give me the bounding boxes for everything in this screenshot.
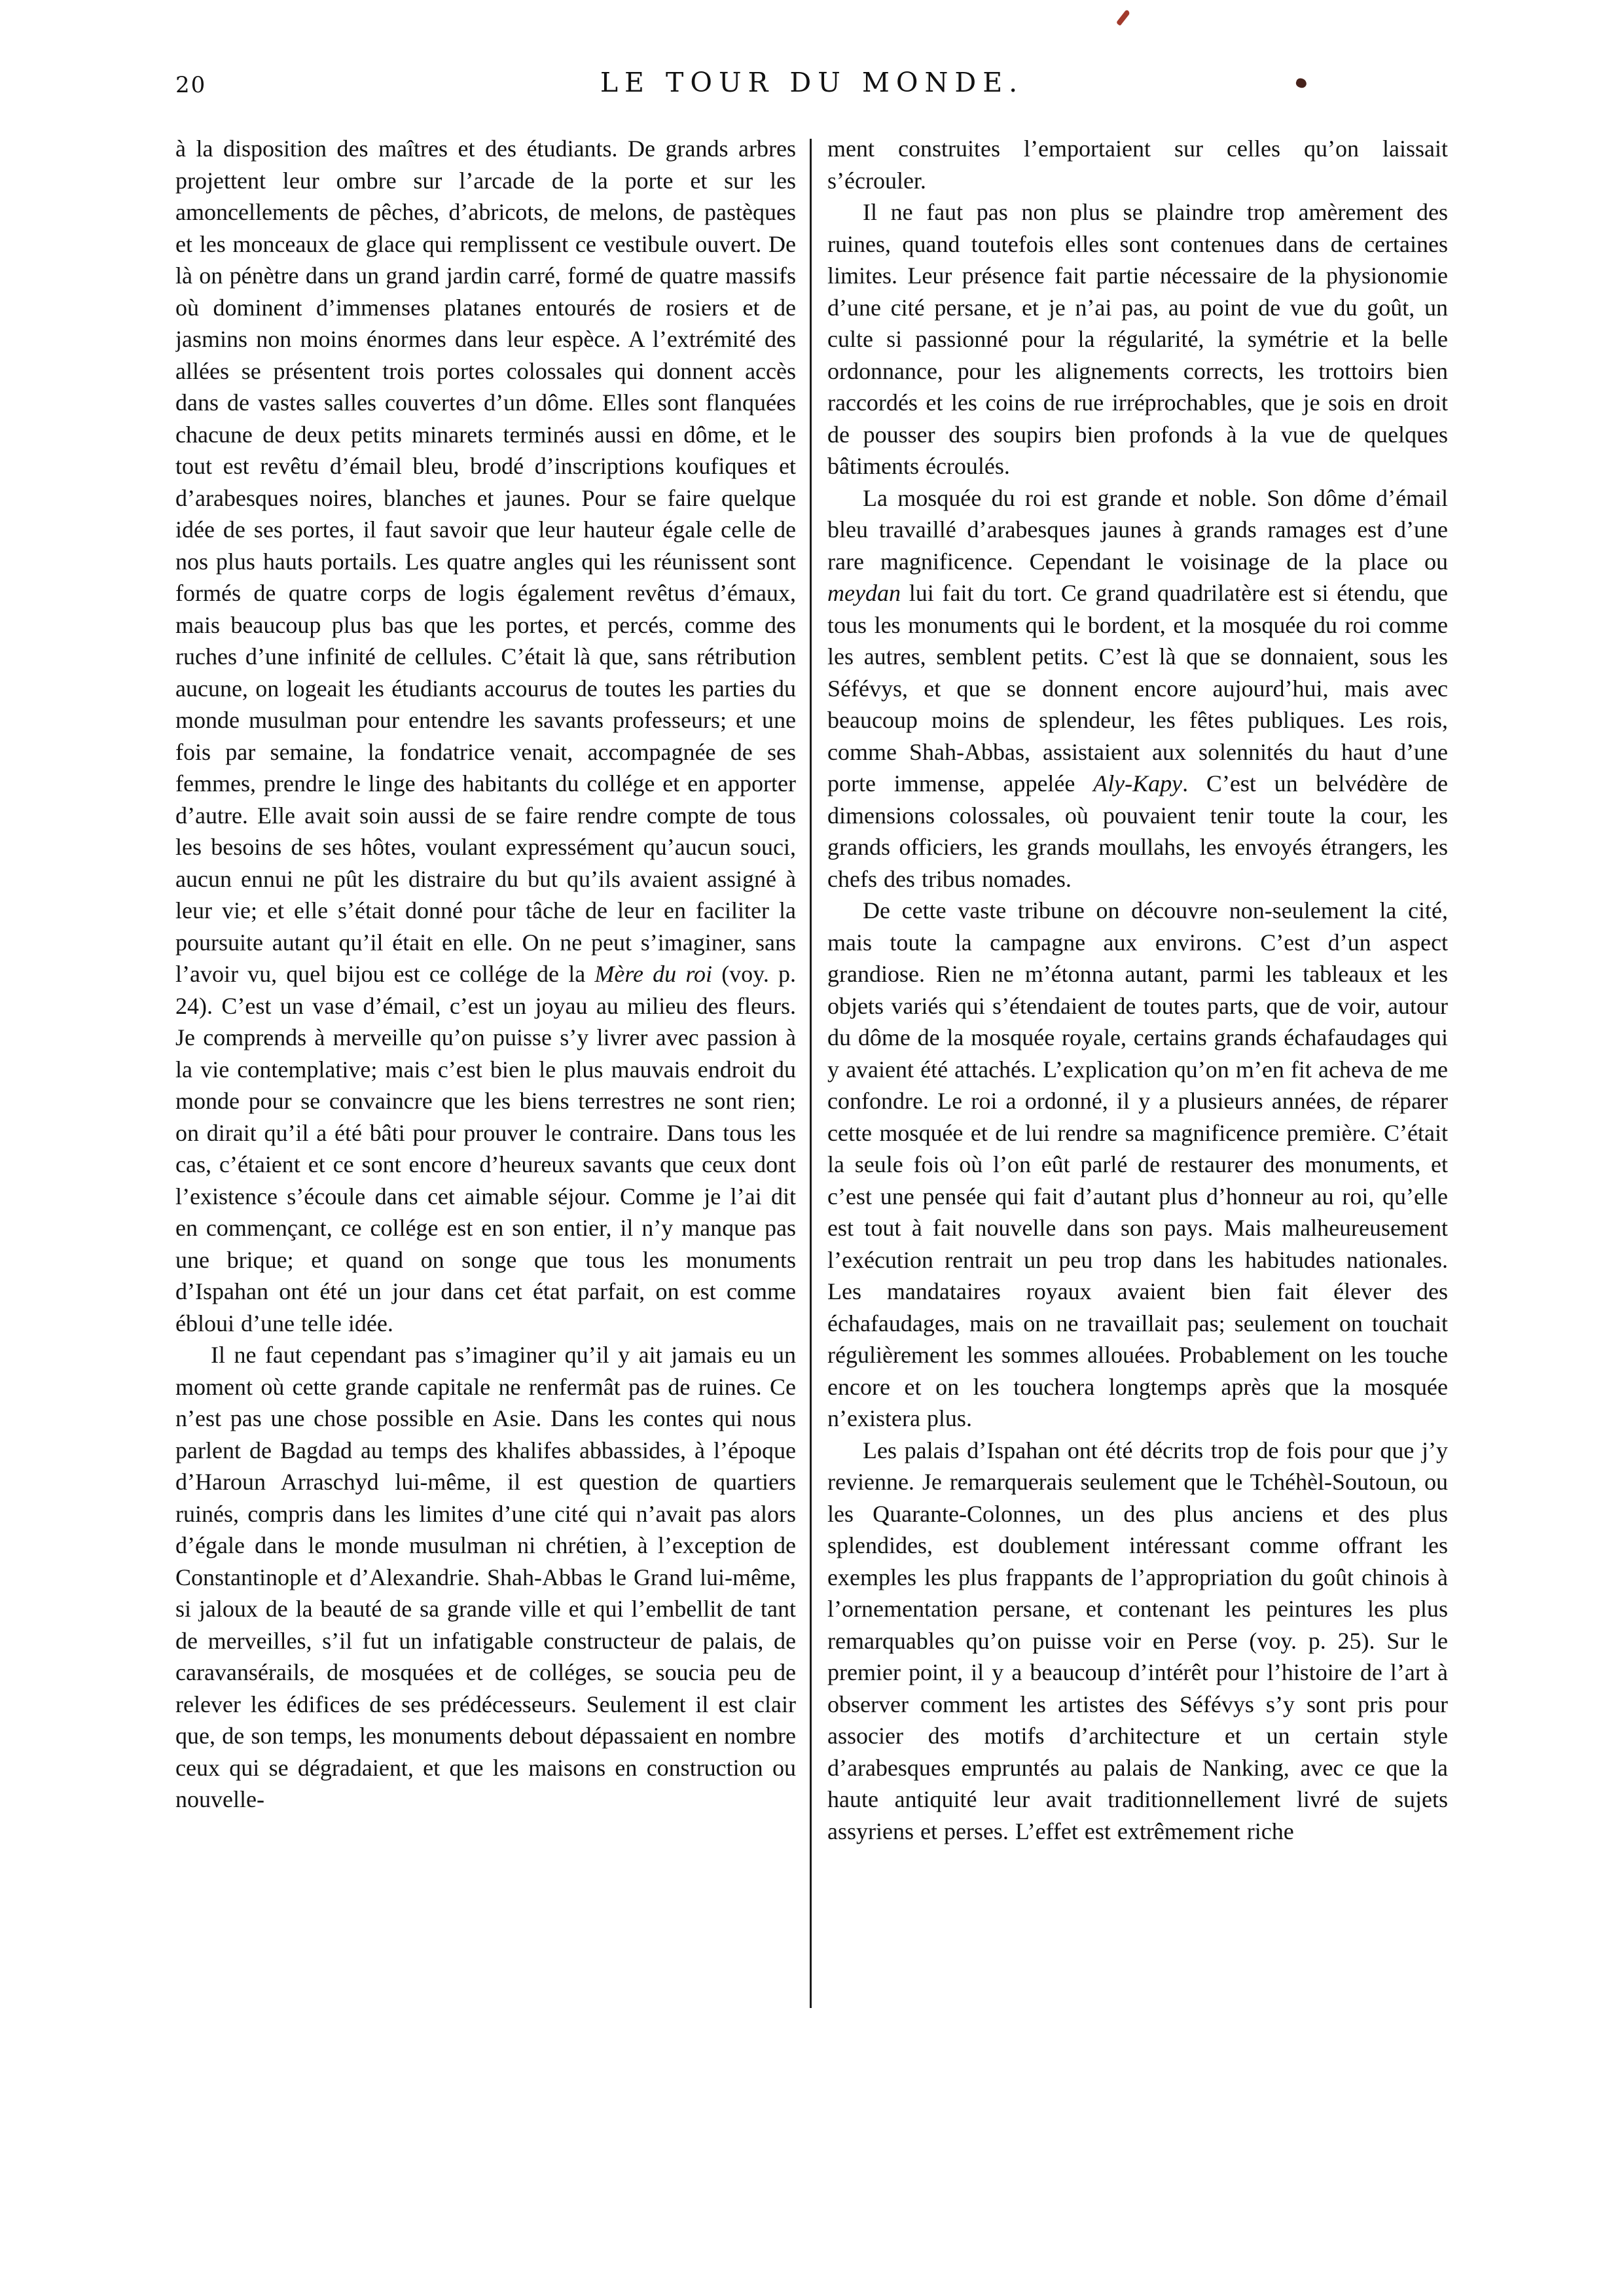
text-run: meydan [827, 580, 901, 606]
text-run: à la disposition des maîtres et des étudiants. De grands arbres projettent leur ombre sur l’arcade de la porte et sur les amoncellements de pêches, d’abricots, de melons, de pastèques et les monceaux de glace qui remplissent ce vestibule ouvert. De là on pénètre dans un grand jardin carré, formé de quatre massifs où dominent d’immenses platanes entourés de rosiers et de jasmins non moins énormes dans leur espèce. A l’extrémité des allées se présentent trois portes colossales qui donnent accès dans de vastes salles couvertes d’un dôme. Elles sont flanquées chacune de deux petits minarets terminés aussi en dôme, et le tout est revêtu d’émail bleu, brodé d’inscriptions koufiques et d’arabesques noires, blanches et jaunes. Pour se faire quelque idée de ses portes, il faut savoir que leur hauteur égale celle de nos plus hauts portails. Les quatre angles qui les réunissent sont formés de quatre corps de logis également revêtus d’émaux, mais beaucoup plus bas que les portes, et percés, comme des ruches d’une infinité de cellules. C’était là que, sans rétribution aucune, on logeait les étudiants accourus de toutes les parties du monde musulman pour entendre les savants professeurs; et une fois par semaine, la fondatrice venait, accompagnée de ses femmes, prendre le linge des habitants du collége et en apporter d’autre. Elle avait soin aussi de se faire rendre compte de tous les besoins de ses hôtes, voulant expressément qu’aucun souci, aucun ennui ne pût les distraire du but qu’ils avaient assigné à leur vie; et elle s’était donné pour tâche de leur en faciliter la poursuite autant qu’il était en elle. On ne peut s’imaginer, sans l’avoir vu, quel bijou est ce collége de la [175, 135, 796, 987]
text-run: lui fait du tort. Ce grand quadrilatère est si étendu, que tous les monuments qui le bordent, et la mosquée du roi comme les autres, semblent petits. C’est là que se donnaient, sous les Séfévys, et que se donnent encore aujourd’hui, mais avec beaucoup moins de splendeur, les fêtes publiques. Les rois, comme Shah-Abbas, assistaient aux solennités du haut d’une porte immense, appelée [827, 580, 1448, 797]
text-run: Aly-Kapy [1093, 770, 1183, 797]
text-run: ment construites l’emportaient sur celles qu’on laissait s’écrouler. [827, 135, 1448, 194]
paragraph [827, 1435, 1448, 1848]
text-run: (voy. p. 24). C’est un vase d’émail, c’est un joyau au milieu des fleurs. Je comprends à merveille qu’on puisse s’y livrer avec passion à la vie contemplative; mais c’est bien le plus mauvais endroit du monde pour se convaincre que les biens terrestres ne sont rien; on dirait qu’il a été bâti pour prouver le contraire. Dans tous les cas, c’étaient et ce sont encore d’heureux savants que ceux dont l’existence s’écoule dans cet aimable séjour. Comme je l’ai dit en commençant, ce collége est en son entier, il n’y manque pas une brique; et quand on songe que tous les monuments d’Ispahan ont été un jour dans cet état parfait, on est comme ébloui d’une telle idée. [175, 961, 796, 1336]
ink-mark-icon [1116, 9, 1130, 26]
paragraph [175, 1339, 796, 1816]
text-run: . C’est un belvédère de dimensions colossales, où pouvaient tenir toute la cour, les grands officiers, les grands moullahs, les envoyés étrangers, les chefs des tribus nomades. [827, 770, 1448, 892]
page-title: LE TOUR DU MONDE. [600, 67, 1024, 98]
left-column [175, 133, 796, 2008]
column-divider [810, 139, 812, 2008]
text-run: Mère du roi [594, 961, 713, 987]
text-run: Les palais d’Ispahan ont été décrits trop de fois pour que j’y revienne. Je remarquerais seulement que le Tchéhèl-Soutoun, ou les Quarante-Colonnes, un des plus anciens et des plus splendides, est doublement intéressant comme offrant les exemples les plus frappants de l’appropriation du goût chinois à l’ornementation persane, et contenant les peintures les plus remarquables qu’on puisse voir en Perse (voy. p. 25). Sur le premier point, il y a beaucoup d’intérêt pour l’histoire de l’art à observer comment les artistes des Séfévys s’y sont pris pour associer des motifs d’architecture et un certain style d’arabesques empruntés au palais de Nanking, avec ce que la haute antiquité leur avait traditionnellement livré de sujets assyriens et perses. L’effet est extrêmement riche [827, 1437, 1448, 1844]
paragraph [827, 133, 1448, 196]
text-run: La mosquée du roi est grande et noble. Son dôme d’émail bleu travaillé d’arabesques jaunes à grands ramages est d’une rare magnificence. Cependant le voisinage de la place ou [827, 484, 1448, 575]
paragraph [175, 133, 796, 1339]
text-run: Il ne faut pas non plus se plaindre trop amèrement des ruines, quand toutefois elles sont contenues dans de certaines limites. Leur présence fait partie nécessaire de la physionomie d’une cité persane, et je n’ai pas, au point de vue du goût, un culte si passionné pour la régularité, la symétrie et la belle ordonnance, pour les alignements corrects, les trottoirs bien raccordés et les coins de rue irréprochables, que je sois en droit de pousser des soupirs bien profonds à la vue de quelques bâtiments écroulés. [827, 199, 1448, 479]
text-run: Il ne faut cependant pas s’imaginer qu’il y ait jamais eu un moment où cette grande capitale ne renfermât pas de ruines. Ce n’est pas une chose possible en Asie. Dans les contes qui nous parlent de Bagdad au temps des khalifes abbassides, à l’époque d’Haroun Arraschyd lui-même, il est question de quartiers ruinés, compris dans les limites d’une cité qui n’avait pas alors d’égale dans le monde musulman ni chrétien, à l’exception de Constantinople et d’Alexandrie. Shah-Abbas le Grand lui-même, si jaloux de la beauté de sa grande ville et qui l’embellit de tant de merveilles, s’il fut un infatigable constructeur de palais, de caravansérails, de mosquées et de colléges, se soucia peu de relever les édifices de ses prédécesseurs. Seulement il est clair que, de son temps, les monuments debout dépassaient en nombre ceux qui se dégradaient, et que les maisons en construction ou nouvelle- [175, 1342, 796, 1812]
paragraph [827, 895, 1448, 1435]
right-column [827, 133, 1448, 2008]
paragraph [827, 482, 1448, 895]
page-number: 20 [175, 72, 207, 98]
running-head [0, 64, 1624, 110]
paragraph [827, 196, 1448, 482]
text-run: De cette vaste tribune on découvre non-seulement la cité, mais toute la campagne aux environs. C’est d’un aspect grandiose. Rien ne m’étonna autant, parmi les tableaux et les objets variés qui s’étendaient de toutes parts, que de voir, autour du dôme de la mosquée royale, certains grands échafaudages qui y avaient été attachés. L’explication qu’on m’en fit acheva de me confondre. Le roi a ordonné, il y a plusieurs années, de réparer cette mosquée et de lui rendre sa magnificence première. C’était la seule fois où l’on eût parlé de restaurer des monuments, et c’est une pensée qui fait d’autant plus d’honneur au roi, qu’elle est tout à fait nouvelle dans son pays. Mais malheureusement l’exécution rentrait un peu trop dans les habitudes nationales. Les mandataires royaux avaient bien fait élever des échafaudages, mais on ne travaillait pas; seulement on touchait régulièrement les sommes allouées. Probablement on les touche encore et on les touchera longtemps après que la mosquée n’existera plus. [827, 897, 1448, 1431]
